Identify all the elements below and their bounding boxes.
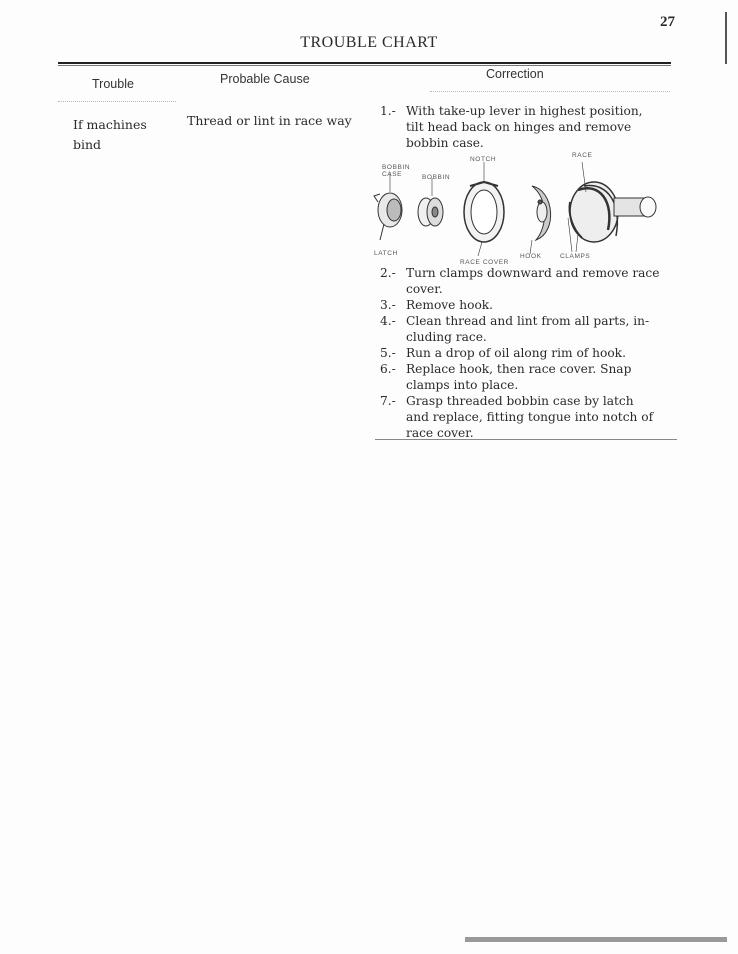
label-clamps: CLAMPS: [560, 253, 591, 260]
label-race-cover: RACE COVER: [460, 259, 509, 266]
step-text-line: Remove hook.: [406, 298, 494, 312]
trouble-text-line: If machines: [73, 117, 147, 132]
correction-step: [380, 313, 670, 345]
column-header-trouble: Trouble: [92, 77, 134, 91]
bobbin-drawing: [418, 178, 443, 226]
step-text-line: Grasp threaded bobbin case by latch: [406, 394, 634, 408]
label-hook: HOOK: [520, 253, 542, 260]
race-cover-drawing: [464, 162, 504, 256]
step-text-line: bobbin case.: [406, 136, 484, 150]
hook-drawing: [530, 186, 551, 254]
step-text-line: Clean thread and lint from all parts, in-: [406, 314, 650, 328]
column-header-correction: Correction: [486, 67, 544, 81]
cause-cell: Thread or lint in race way: [187, 113, 352, 128]
step-text-line: race cover.: [406, 426, 474, 440]
step-number: 2.-: [380, 266, 396, 280]
header-dotted-rule: [58, 101, 176, 102]
step-number: 5.-: [380, 346, 396, 360]
page-title: TROUBLE CHART: [300, 34, 438, 51]
label-bobbin: BOBBIN: [422, 174, 451, 181]
correction-step: [380, 103, 670, 151]
correction-step: [380, 393, 670, 441]
step-text-line: With take-up lever in highest position,: [406, 104, 643, 118]
label-bobbin-case: BOBBIN CASE: [382, 164, 411, 178]
header-dotted-rule-right: [430, 91, 670, 92]
correction-step: [380, 345, 670, 361]
correction-steps-bottom: [380, 265, 670, 441]
correction-steps-top: [380, 103, 670, 151]
step-number: 7.-: [380, 394, 396, 408]
race-assembly-drawing: [568, 162, 656, 252]
column-header-cause: Probable Cause: [220, 72, 310, 86]
step-text-line: and replace, fitting tongue into notch of: [406, 410, 654, 424]
table-bottom-rule: [375, 439, 677, 440]
label-notch: NOTCH: [470, 156, 497, 163]
label-race: RACE: [572, 152, 593, 159]
trouble-cell: [73, 115, 147, 155]
step-text-line: Replace hook, then race cover. Snap: [406, 362, 632, 376]
step-number: 6.-: [380, 362, 396, 376]
page-bottom-bar: [465, 937, 727, 942]
step-text-line: clamps into place.: [406, 378, 519, 392]
step-text-line: tilt head back on hinges and remove: [406, 120, 632, 134]
bobbin-case-drawing: [374, 172, 402, 240]
correction-step: [380, 361, 670, 393]
correction-step: [380, 297, 670, 313]
trouble-text-line: bind: [73, 137, 102, 152]
bobbin-parts-figure: [372, 152, 672, 270]
step-text-line: Turn clamps downward and remove race: [406, 266, 660, 280]
step-text-line: cluding race.: [406, 330, 487, 344]
title-rule: [58, 62, 671, 64]
title-rule-thin: [58, 65, 671, 66]
label-latch: LATCH: [374, 250, 398, 257]
step-number: 3.-: [380, 298, 396, 312]
step-number: 1.-: [380, 104, 396, 118]
step-text-line: Run a drop of oil along rim of hook.: [406, 346, 626, 360]
correction-step: [380, 265, 670, 297]
step-text-line: cover.: [406, 282, 443, 296]
page-number: 27: [660, 14, 675, 30]
step-number: 4.-: [380, 314, 396, 328]
